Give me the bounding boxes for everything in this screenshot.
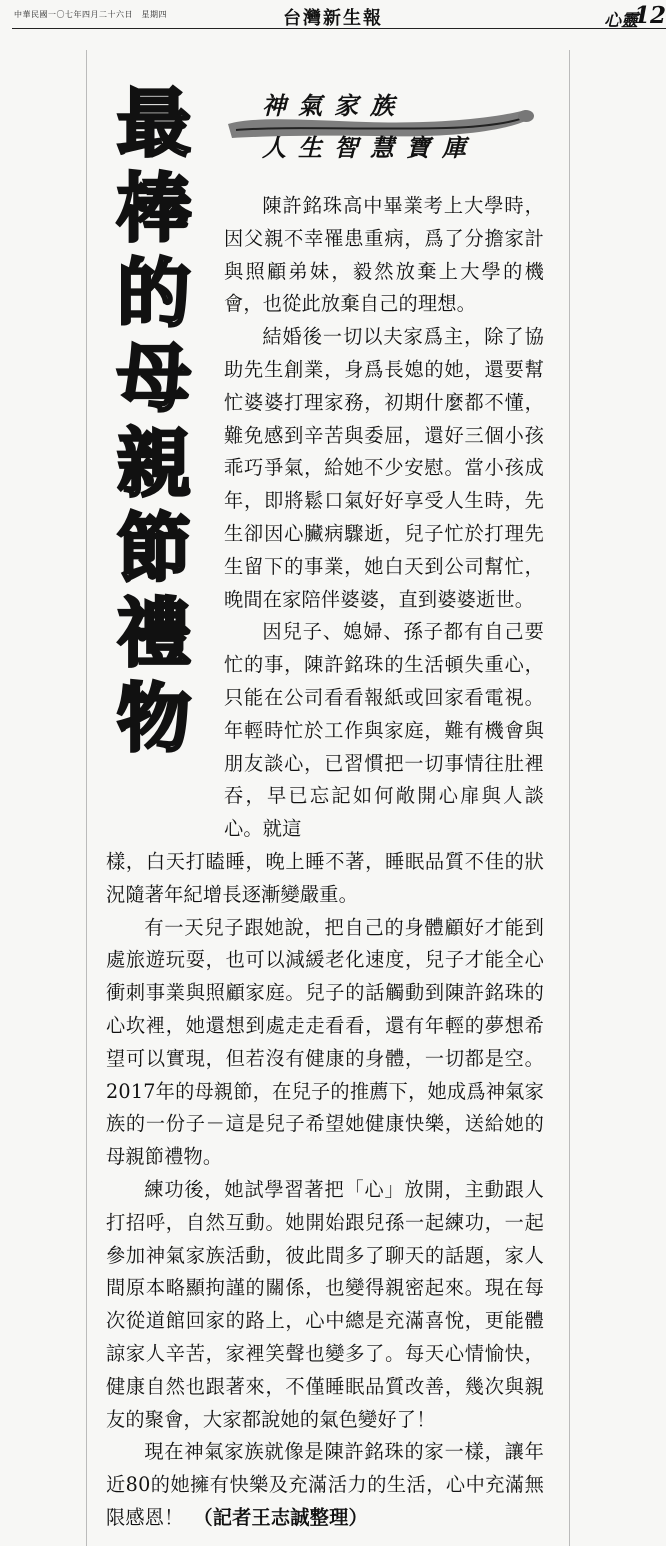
banner-line-2: 人生智慧寶庫 (262, 133, 478, 162)
title-char: 棒 (117, 166, 191, 252)
page-header (0, 0, 666, 30)
paragraph: 練功後，她試學習著把「心」放開，主動跟人打招呼，自然互動。她開始跟兒孫一起練功，一起參加神氣家族活動，彼此間多了聊天的話題，家人間原本略顯拘謹的關係，也變得親密起來。現在每次從道館回家的路上，心中總是充滿喜悅，更能體諒家人辛苦，家裡笑聲也變多了。每天心情愉快，健康自然也跟著來，不僅睡眠品質改善，幾次與親友的聚會，大家都說她的氣色變好了！ (106, 1177, 544, 1431)
closing-text: 現在神氣家族就像是陳許銘珠的家一樣，讓年近80的她擁有快樂及充滿活力的生活，心中充滿無限感恩！ (106, 1440, 544, 1529)
banner-line-1: 神氣家族 (262, 91, 406, 120)
issue-date: 中華民國一〇七年四月二十六日 星期四 (14, 10, 167, 19)
section-name: 心靈 (604, 11, 638, 31)
paragraph: 有一天兒子跟她說，把自己的身體顧好才能到處旅遊玩耍，也可以減緩老化速度，兒子才能全心衝刺事業與照顧家庭。兒子的話觸動到陳許銘珠的心坎裡，她還想到處走走看看，還有年輕的夢想希望可以實現，但若沒有健康的身體，一切都是空。2017年的母親節，在兒子的推薦下，她成爲神氣家族的一份子－這是兒子希望她健康快樂，送給她的母親節禮物。 (106, 915, 544, 1169)
title-char: 節 (117, 506, 191, 592)
paragraph: 因兒子、媳婦、孫子都有自己要忙的事，陳許銘珠的生活頓失重心，只能在公司看看報紙或回家看電視。年輕時忙於工作與家庭，難有機會與朋友談心，已習慣把一切事情往肚裡吞，早已忘記如何敞開心扉與人談心。就這 (224, 620, 544, 841)
column-banner (226, 80, 536, 168)
title-char: 物 (117, 676, 191, 762)
paragraph: 結婚後一切以夫家爲主，除了協助先生創業，身爲長媳的她，還要幫忙婆婆打理家務，初期什麼都不懂，難免感到辛苦與委屈，還好三個小孩乖巧爭氣，給她不少安慰。當小孩成年，即將鬆口氣好好享受人生時，先生卻因心臟病驟逝，兒子忙於打理先生留下的事業，她白天到公司幫忙，晚間在家陪伴婆婆，直到婆婆逝世。 (224, 325, 544, 611)
title-char: 最 (117, 81, 191, 167)
article-body-upper (224, 190, 544, 846)
title-char: 母 (117, 336, 191, 422)
paragraph (106, 1436, 544, 1534)
paragraph: 陳許銘珠高中畢業考上大學時，因父親不幸罹患重病，爲了分擔家計與照顧弟妹，毅然放棄上大學的機會，也從此放棄自己的理想。 (224, 194, 544, 316)
newspaper-name: 台灣新生報 (283, 8, 383, 29)
reporter-credit: （記者王志誠整理） (202, 1505, 368, 1529)
header-rule (12, 28, 666, 29)
title-char: 禮 (117, 591, 191, 677)
article-body-lower (106, 846, 544, 1535)
title-char: 的 (117, 251, 191, 337)
title-char: 親 (117, 421, 191, 507)
page-number: 12 (633, 2, 666, 29)
article-title (106, 82, 202, 762)
paragraph-continuation: 樣，白天打瞌睡，晚上睡不著，睡眠品質不佳的狀況隨著年紀增長逐漸變嚴重。 (106, 850, 544, 906)
